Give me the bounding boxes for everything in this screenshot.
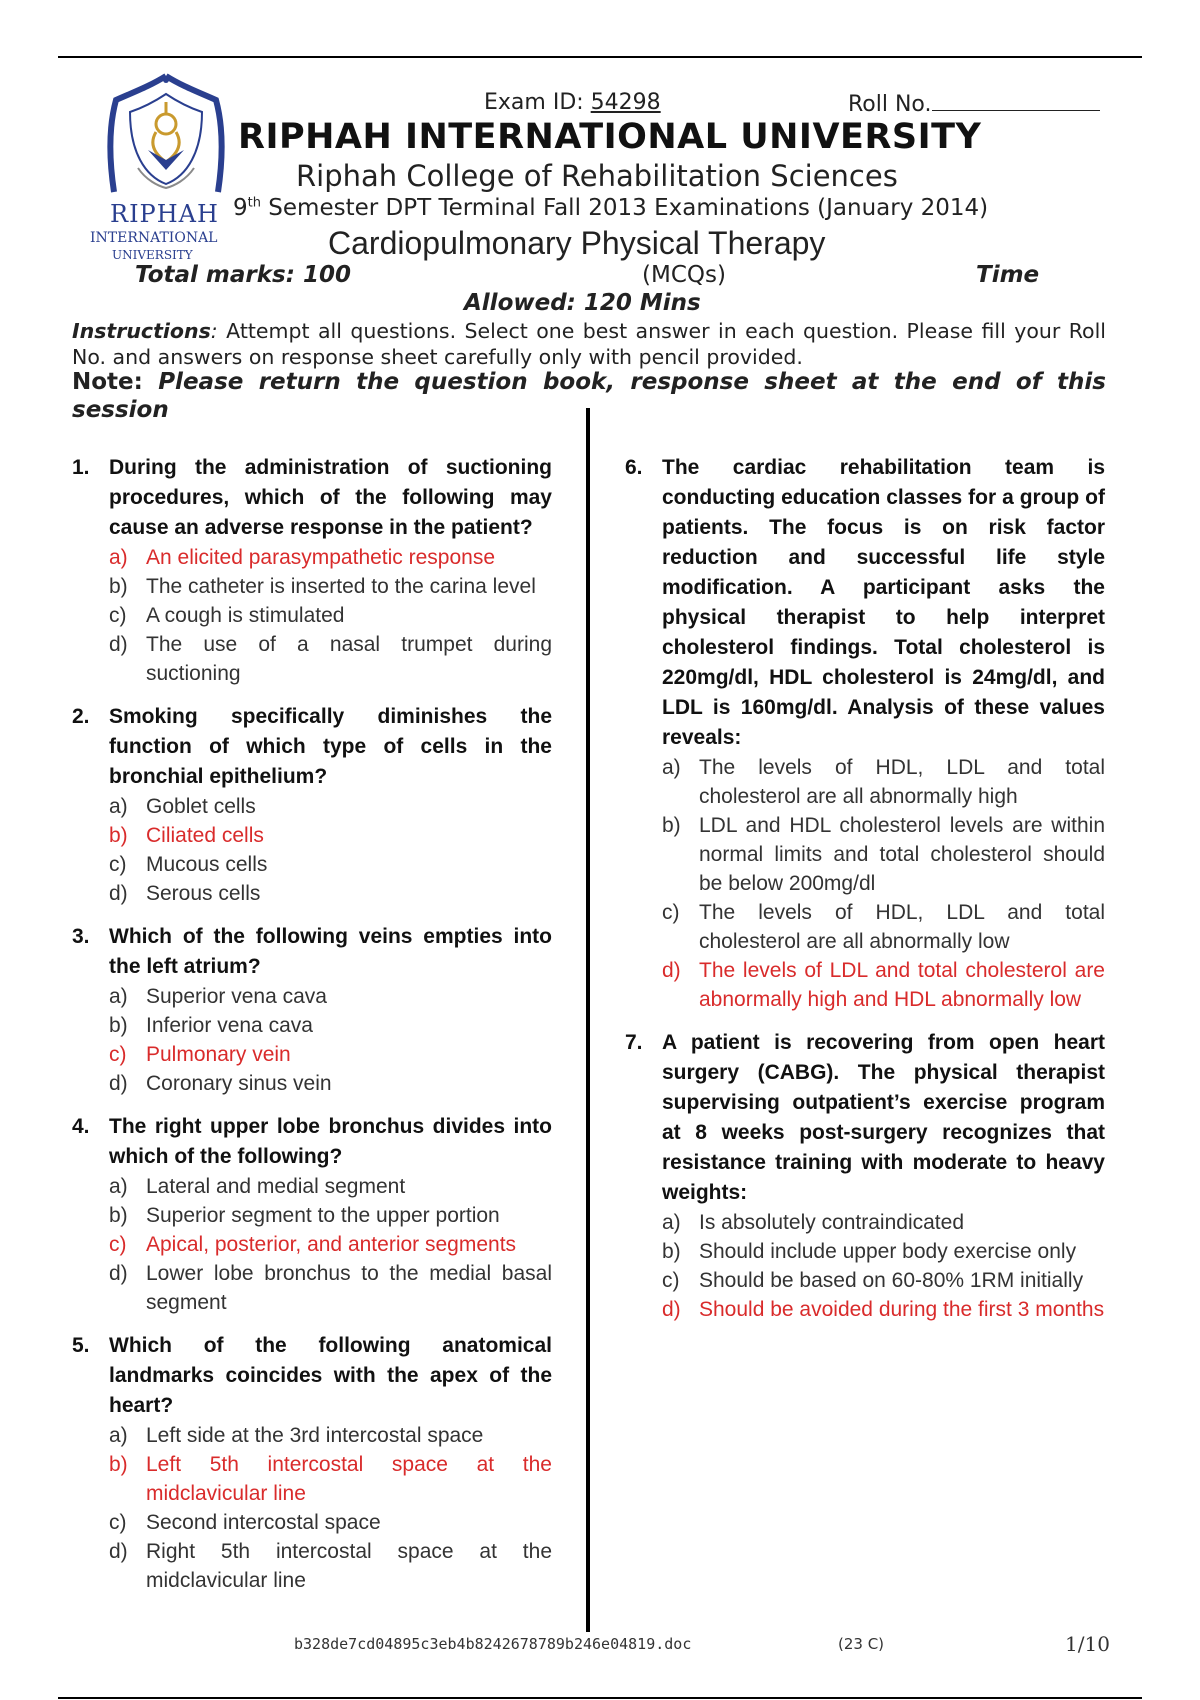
option-text: Second intercostal space: [146, 1511, 381, 1534]
exam-id-value: 54298: [590, 90, 661, 115]
option-letter: c): [109, 853, 127, 876]
option-text: Ciliated cells: [146, 824, 264, 847]
option-letter: d): [109, 633, 128, 656]
option-text: Lower lobe bronchus to the medial basal segment: [146, 1262, 552, 1314]
option-letter: a): [662, 1211, 681, 1234]
page-number: 1/10: [1065, 1632, 1110, 1656]
question-number: 4.: [72, 1115, 90, 1138]
answer-option: [109, 1069, 552, 1098]
option-letter: b): [109, 1453, 128, 1476]
option-text: Should be based on 60-80% 1RM initially: [699, 1269, 1084, 1292]
footer-filename: b328de7cd04895c3eb4b8242678789b246e04819.doc: [294, 1635, 692, 1653]
question-6: [625, 453, 1105, 1014]
option-text: Superior segment to the upper portion: [146, 1204, 500, 1227]
option-text: Serous cells: [146, 882, 261, 905]
option-text: LDL and HDL cholesterol levels are within normal limits and total cholesterol should be below 200mg/dl: [699, 814, 1105, 895]
option-letter: a): [109, 985, 128, 1008]
question-stem: [72, 1331, 552, 1421]
question-stem: [72, 922, 552, 982]
answer-option: [109, 1421, 552, 1450]
answer-option: [109, 879, 552, 908]
option-text: Pulmonary vein: [146, 1043, 291, 1066]
option-letter: c): [662, 1269, 680, 1292]
answer-option: [109, 1537, 552, 1595]
question-stem: [72, 702, 552, 792]
question-text: During the administration of suctioning procedures, which of the following may cause an adverse response in the patient?: [109, 456, 552, 539]
option-letter: c): [109, 1233, 127, 1256]
instructions-label: Instructions: [72, 319, 211, 343]
answer-option: [109, 630, 552, 688]
total-marks: Total marks: 100: [135, 262, 351, 288]
answer-option: [662, 753, 1105, 811]
option-text: Superior vena cava: [146, 985, 327, 1008]
option-letter: d): [109, 1262, 128, 1285]
roll-number-blank[interactable]: [932, 90, 1100, 111]
note-text: Please return the question book, response sheet at the end of this session: [72, 369, 1106, 423]
option-text: Coronary sinus vein: [146, 1072, 332, 1095]
option-text: Lateral and medial segment: [146, 1175, 406, 1198]
question-7: [625, 1028, 1105, 1324]
answer-option: [109, 1201, 552, 1230]
question-text: A patient is recovering from open heart surgery (CABG). The physical therapist supervising outpatient’s exercise program at 8 weeks post-surgery recognizes that resistance training with moderate to heavy weights:: [662, 1031, 1105, 1204]
bottom-rule: [58, 1697, 1142, 1699]
option-letter: a): [109, 795, 128, 818]
option-text: An elicited parasympathetic response: [146, 546, 496, 569]
question-stem: [625, 1028, 1105, 1208]
semester-text: Semester DPT Terminal Fall 2013 Examinations (January 2014): [268, 195, 989, 221]
option-letter: c): [662, 901, 680, 924]
footer-code: (23 C): [838, 1635, 885, 1653]
question-text: The cardiac rehabilitation team is conducting education classes for a group of patients. The focus is on risk factor reduction and successful life style modification. A participant asks the physical therapist to help interpret cholesterol findings. Total cholesterol is 220mg/dl, HDL cholesterol is 24mg/dl, and LDL is 160mg/dl. Analysis of these values reveals:: [662, 456, 1105, 749]
roll-number: [848, 90, 1100, 117]
answer-option: [109, 572, 552, 601]
question-stem: [72, 1112, 552, 1172]
option-text: The levels of HDL, LDL and total cholesterol are all abnormally low: [699, 901, 1105, 953]
option-text: The use of a nasal trumpet during suctioning: [146, 633, 552, 685]
question-stem: [72, 453, 552, 543]
question-text: Which of the following veins empties into the left atrium?: [109, 925, 552, 978]
answer-option: [662, 898, 1105, 956]
answer-option: [109, 982, 552, 1011]
question-stem: [625, 453, 1105, 753]
question-text: Smoking specifically diminishes the function of which type of cells in the bronchial epithelium?: [109, 705, 552, 788]
option-letter: c): [109, 604, 127, 627]
option-letter: d): [109, 882, 128, 905]
logo-text-international: INTERNATIONAL: [90, 230, 218, 246]
instructions-text: Attempt all questions. Select one best answer in each question. Please fill your Roll No. and answers on response sheet carefully only with pencil provided.: [72, 319, 1106, 369]
question-number: 1.: [72, 456, 90, 479]
answer-option-correct: [662, 1295, 1105, 1324]
option-text: The catheter is inserted to the carina level: [146, 575, 536, 598]
course-title: Cardiopulmonary Physical Therapy: [328, 225, 826, 261]
answer-option: [109, 601, 552, 630]
question-number: 7.: [625, 1031, 643, 1054]
question-3: [72, 922, 552, 1098]
answer-option-correct: [109, 1230, 552, 1259]
column-divider: [586, 408, 590, 1632]
question-number: 2.: [72, 705, 90, 728]
answer-option: [109, 1172, 552, 1201]
time-label: Time: [976, 262, 1040, 288]
answer-option-correct: [109, 821, 552, 850]
option-letter: d): [662, 959, 681, 982]
option-text: Inferior vena cava: [146, 1014, 313, 1037]
option-text: The levels of HDL, LDL and total cholesterol are all abnormally high: [699, 756, 1105, 808]
option-letter: b): [662, 814, 681, 837]
option-text: Left side at the 3rd intercostal space: [146, 1424, 484, 1447]
answer-option: [662, 1266, 1105, 1295]
option-letter: a): [662, 756, 681, 779]
university-logo: [90, 72, 242, 264]
question-4: [72, 1112, 552, 1317]
answer-option: [662, 1208, 1105, 1237]
questions-left-column: [72, 453, 552, 1609]
answer-option: [109, 1259, 552, 1317]
time-allowed: Allowed: 120 Mins: [464, 290, 701, 316]
answer-option: [109, 1508, 552, 1537]
question-text: Which of the following anatomical landmarks coincides with the apex of the heart?: [109, 1334, 552, 1417]
question-5: [72, 1331, 552, 1595]
option-text: Should include upper body exercise only: [699, 1240, 1077, 1263]
option-letter: d): [109, 1540, 128, 1563]
semester-suffix: th: [247, 195, 261, 211]
option-letter: a): [109, 546, 128, 569]
semester-number: 9: [233, 195, 248, 221]
logo-text-university: UNIVERSITY: [112, 248, 193, 262]
logo-text-riphah: RIPHAH: [110, 200, 219, 228]
note-label: Note:: [72, 369, 143, 395]
option-text: Goblet cells: [146, 795, 256, 818]
answer-option-correct: [109, 1450, 552, 1508]
option-text: Right 5th intercostal space at the midclavicular line: [146, 1540, 552, 1592]
option-text: Should be avoided during the first 3 months: [699, 1298, 1105, 1321]
option-letter: b): [109, 575, 128, 598]
option-text: Mucous cells: [146, 853, 268, 876]
option-text: A cough is stimulated: [146, 604, 345, 627]
option-text: Is absolutely contraindicated: [699, 1211, 964, 1234]
question-number: 5.: [72, 1334, 90, 1357]
semester-line: [233, 195, 988, 221]
option-text: The levels of LDL and total cholesterol are abnormally high and HDL abnormally low: [699, 959, 1105, 1011]
question-number: 3.: [72, 925, 90, 948]
option-letter: a): [109, 1424, 128, 1447]
option-text: Left 5th intercostal space at the midclavicular line: [146, 1453, 552, 1505]
option-letter: a): [109, 1175, 128, 1198]
answer-option-correct: [109, 543, 552, 572]
exam-id: [484, 90, 671, 115]
option-letter: c): [109, 1043, 127, 1066]
question-number: 6.: [625, 456, 643, 479]
option-letter: b): [109, 1204, 128, 1227]
answer-option: [662, 1237, 1105, 1266]
answer-option: [109, 850, 552, 879]
university-name: RIPHAH INTERNATIONAL UNIVERSITY: [238, 117, 982, 157]
answer-option-correct: [109, 1040, 552, 1069]
option-text: Apical, posterior, and anterior segments: [146, 1233, 517, 1256]
college-name: Riphah College of Rehabilitation Sciences: [296, 159, 898, 193]
option-letter: b): [662, 1240, 681, 1263]
option-letter: d): [109, 1072, 128, 1095]
answer-option: [109, 792, 552, 821]
instructions: Instructions: Attempt all questions. Select one best answer in each question. Please fill your Roll No. and answers on response sheet carefully only with pencil provided.: [72, 319, 1106, 369]
option-letter: c): [109, 1511, 127, 1534]
roll-number-label: Roll No.: [848, 92, 932, 117]
answer-option: [662, 811, 1105, 898]
questions-right-column: [625, 453, 1105, 1338]
option-letter: b): [109, 824, 128, 847]
logo-emblem-icon: [90, 72, 242, 202]
answer-option-correct: [662, 956, 1105, 1014]
exam-id-label: Exam ID:: [484, 90, 584, 115]
question-text: The right upper lobe bronchus divides into which of the following?: [109, 1115, 552, 1168]
mcqs-label: (MCQs): [642, 262, 726, 288]
answer-option: [109, 1011, 552, 1040]
question-1: [72, 453, 552, 688]
question-2: [72, 702, 552, 908]
top-rule: [58, 56, 1142, 58]
option-letter: d): [662, 1298, 681, 1321]
option-letter: b): [109, 1014, 128, 1037]
